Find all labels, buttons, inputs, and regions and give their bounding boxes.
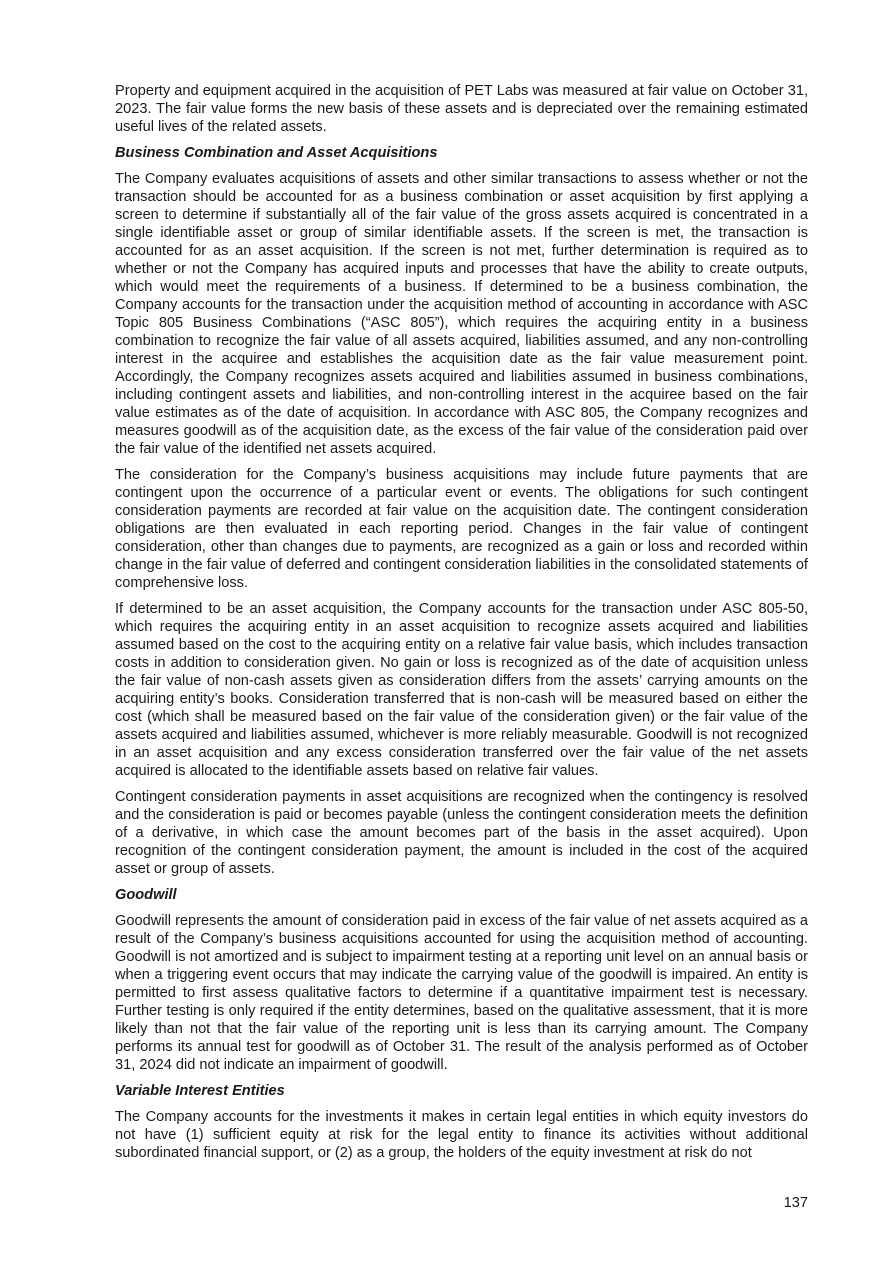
goodwill-paragraph-1: Goodwill represents the amount of consideration paid in excess of the fair value of net assets acquired as a result of the Company’s business acquisitions accounted for using the acquisition method of accounting. Goodwill is not amortized and is subject to impairment testing at a reporting unit level on an annual basis or when a triggering event occurs that may indicate the carrying value of the goodwill is impaired. An entity is permitted to first assess qualitative factors to determine if a quantitative impairment test is necessary. Further testing is only required if the entity determines, based on the qualitative assessment, that it is more likely than not that the fair value of the reporting unit is less than its carrying amount. The Company performs its annual test for goodwill as of October 31. The result of the analysis performed as of October 31, 2024 did not indicate an impairment of goodwill.	[115, 913, 808, 1073]
business-combination-paragraph-2: The consideration for the Company’s business acquisitions may include future payments that are contingent upon the occurrence of a particular event or events. The obligations for such contingent consideration payments are recorded at fair value on the acquisition date. The contingent consideration obligations are then evaluated in each reporting period. Changes in the fair value of contingent consideration, other than changes due to payments, are recognized as a gain or loss and recorded within change in the fair value of deferred and contingent consideration liabilities in the consolidated statements of comprehensive loss.	[115, 467, 808, 591]
intro-paragraph: Property and equipment acquired in the acquisition of PET Labs was measured at fair value on October 31, 2023. The fair value forms the new basis of these assets and is depreciated over the remaining estimated useful lives of the related assets.	[115, 83, 808, 135]
page-body	[115, 82, 808, 1170]
business-combination-paragraph-3: If determined to be an asset acquisition, the Company accounts for the transaction under ASC 805-50, which requires the acquiring entity in an asset acquisition to recognize assets acquired and liabilities assumed based on the cost to the acquiring entity on a relative fair value basis, which includes transaction costs in addition to consideration given. No gain or loss is recognized as of the date of acquisition unless the fair value of non-cash assets given as consideration differs from the assets’ carrying amounts on the acquiring entity’s books. Consideration transferred that is non-cash will be measured based on either the cost (which shall be measured based on the fair value of the consideration given) or the fair value of the assets acquired and liabilities assumed, whichever is more reliably measurable. Goodwill is not recognized in an asset acquisition and any excess consideration transferred over the fair value of the net assets acquired is allocated to the identifiable assets based on relative fair values.	[115, 601, 808, 779]
business-combination-paragraph-1: The Company evaluates acquisitions of assets and other similar transactions to assess whether or not the transaction should be accounted for as a business combination or asset acquisition by first applying a screen to determine if substantially all of the fair value of the gross assets acquired is concentrated in a single identifiable asset or group of similar identifiable assets. If the screen is met, the transaction is accounted for as an asset acquisition. If the screen is not met, further determination is required as to whether or not the Company has acquired inputs and processes that have the ability to create outputs, which would meet the requirements of a business. If determined to be a business combination, the Company accounts for the transaction under the acquisition method of accounting in accordance with ASC Topic 805 Business Combinations (“ASC 805”), which requires the acquiring entity in a business combination to recognize the fair value of all assets acquired, liabilities assumed, and any non-controlling interest in the acquiree and establishes the acquisition date as the fair value measurement point. Accordingly, the Company recognizes assets acquired and liabilities assumed in business combinations, including contingent assets and liabilities, and non-controlling interest in the acquiree based on the fair value estimates as of the date of acquisition. In accordance with ASC 805, the Company recognizes and measures goodwill as of the acquisition date, as the excess of the fair value of the consideration paid over the fair value of the identified net assets acquired.	[115, 171, 808, 457]
page-number: 137	[783, 1195, 808, 1211]
section-heading-business-combination: Business Combination and Asset Acquisitions	[115, 145, 438, 161]
business-combination-paragraph-4: Contingent consideration payments in asset acquisitions are recognized when the contingency is resolved and the consideration is paid or becomes payable (unless the contingent consideration meets the definition of a derivative, in which case the amount becomes part of the basis in the asset acquired). Upon recognition of the contingent consideration payment, the amount is included in the cost of the acquired asset or group of assets.	[115, 789, 808, 877]
section-heading-goodwill: Goodwill	[115, 887, 177, 903]
section-heading-variable-interest-entities: Variable Interest Entities	[115, 1083, 285, 1099]
variable-interest-entities-paragraph-1: The Company accounts for the investments it makes in certain legal entities in which equity investors do not have (1) sufficient equity at risk for the legal entity to finance its activities without additional subordinated financial support, or (2) as a group, the holders of the equity investment at risk do not	[115, 1109, 808, 1161]
